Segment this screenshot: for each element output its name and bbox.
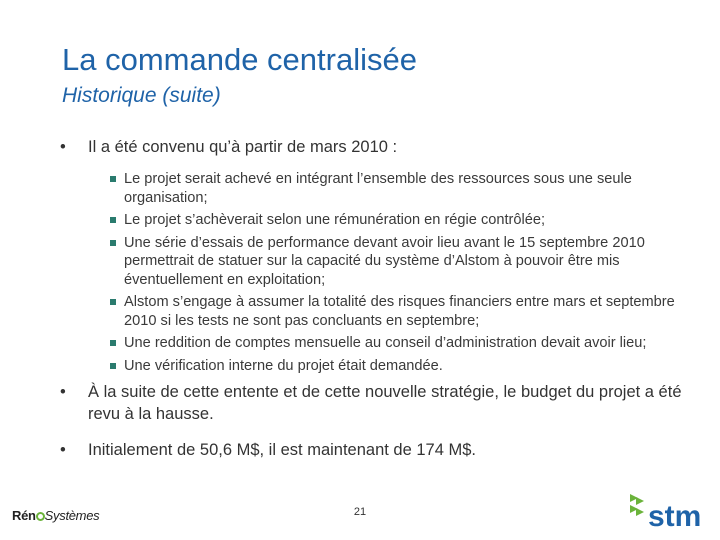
stm-wordmark: stm — [648, 500, 702, 532]
green-circle-icon — [36, 512, 45, 521]
sub-bullet-item: Le projet serait achevé en intégrant l’ensemble des ressources sous une seule organisation; — [110, 170, 688, 207]
sub-bullet-item: Une vérification interne du projet était demandée. — [110, 357, 688, 376]
square-bullet-icon — [110, 299, 116, 305]
sub-bullet-item: Le projet s’achèverait selon une rémunération en régie contrôlée; — [110, 211, 688, 230]
stm-arrows-icon — [630, 494, 644, 516]
renosystemes-logo: Rén Systèmes — [12, 508, 100, 523]
bullet-2 — [58, 381, 688, 425]
sub-bullet-item: Une reddition de comptes mensuelle au conseil d’administration devait avoir lieu; — [110, 334, 688, 353]
bullet-3-text: Initialement de 50,6 M$, il est maintenant de 174 M$. — [88, 441, 476, 459]
bullet-1-text: Il a été convenu qu’à partir de mars 2010 : — [88, 138, 398, 156]
bullet-3 — [58, 439, 688, 461]
bullet-dot-icon: • — [60, 383, 66, 401]
page-title: La commande centralisée — [62, 42, 417, 77]
bullet-dot-icon: • — [60, 441, 66, 459]
page-subtitle: Historique (suite) — [62, 84, 221, 107]
square-bullet-icon — [110, 217, 116, 223]
sub-bullet-item: Une série d’essais de performance devant avoir lieu avant le 15 septembre 2010 permettrait de statuer sur la capacité du système d’Alstom à pouvoir être mis éventuellement en exploitation; — [110, 234, 688, 290]
sub-bullet-list — [110, 170, 688, 375]
slide-content — [58, 136, 688, 461]
square-bullet-icon — [110, 363, 116, 369]
square-bullet-icon — [110, 240, 116, 246]
bullet-1 — [58, 136, 688, 158]
page-number: 21 — [353, 506, 367, 518]
sub-bullet-item: Alstom s’engage à assumer la totalité des risques financiers entre mars et septembre 2010 si les tests ne sont pas concluants en septembre; — [110, 293, 688, 330]
square-bullet-icon — [110, 176, 116, 182]
bullet-2-text: À la suite de cette entente et de cette nouvelle stratégie, le budget du projet a été revu à la hausse. — [88, 383, 682, 423]
square-bullet-icon — [110, 340, 116, 346]
bullet-dot-icon: • — [60, 138, 66, 156]
stm-logo — [628, 488, 708, 532]
